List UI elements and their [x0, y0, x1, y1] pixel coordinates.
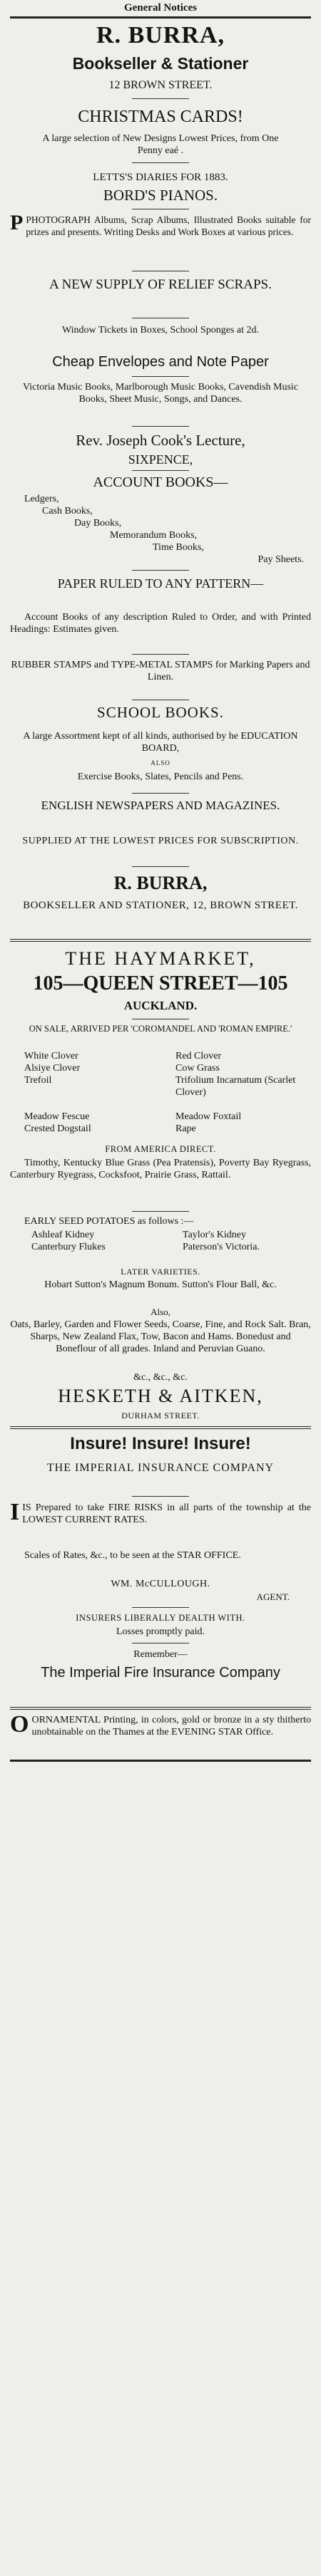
seed-item: Rape [175, 1123, 196, 1134]
photograph-text: PPHOTOGRAPH Albums, Scrap Albums, Illustrated Books suitable for prizes and presents. Writing Desks and Work Boxes at various prices. [10, 211, 311, 237]
supplied-text: SUPPLIED AT THE LOWEST PRICES FOR SUBSCRIPTION. [22, 836, 299, 846]
account-items [10, 493, 311, 566]
relief-title: A NEW SUPPLY OF RELIEF SCRAPS. [49, 277, 272, 292]
also-label: Also, [151, 1307, 170, 1317]
paper-title: PAPER RULED TO ANY PATTERN— [57, 576, 264, 591]
burra-trade: Bookseller & Stationer [72, 54, 249, 73]
paper-text: Account Books of any description Ruled to Order, and with Printed Headings: Estimates given. [10, 612, 311, 635]
insure-headline: Insure! Insure! Insure! [70, 1434, 251, 1453]
divider [132, 866, 189, 867]
advert-separator [10, 939, 311, 942]
lecture-title: Rev. Joseph Cook's Lecture, [76, 432, 245, 449]
firm-address: DURHAM STREET. [121, 1411, 200, 1421]
lecture-price: SIXPENCE, [128, 452, 193, 467]
divider [132, 470, 189, 471]
music-text: Victoria Music Books, Marlborough Music Books, Cavendish Music Books, Sheet Music, Songs, and Dances. [22, 382, 299, 405]
diaries-notice: LETTS'S DIARIES FOR 1883. [93, 172, 228, 183]
account-item: Ledgers, [24, 494, 59, 504]
also-label: ALSO [151, 759, 170, 767]
english-title: ENGLISH NEWSPAPERS AND MAGAZINES. [41, 799, 280, 812]
potatoes-title: EARLY SEED POTATOES as follows :— [24, 1216, 194, 1227]
potato-item: Taylor's Kidney [183, 1230, 247, 1240]
divider [132, 162, 189, 163]
seed-item: Trifolium Incarnatum (Scarlet Clover) [175, 1075, 296, 1098]
seed-list [10, 1050, 311, 1135]
school-text: A large Assortment kept of all kinds, authorised by he EDUCATION BOARD, [23, 731, 298, 754]
haymarket-address: 105—QUEEN STREET—105 [33, 972, 288, 994]
agent-label: AGENT. [256, 1591, 290, 1602]
divider [132, 1211, 189, 1212]
window-text: Window Tickets in Boxes, School Sponges at 2d. [62, 325, 259, 336]
christmas-title: CHRISTMAS CARDS! [78, 108, 243, 126]
potato-item: Ashleaf Kidney [31, 1230, 95, 1240]
divider [132, 98, 189, 99]
header-rule [10, 16, 311, 19]
seed-item: Trefoil [24, 1075, 52, 1086]
account-item: Pay Sheets. [258, 554, 304, 565]
losses-text: Losses promptly paid. [116, 1626, 205, 1637]
potato-list [10, 1229, 311, 1253]
burra-closing-name: R. BURRA, [113, 873, 208, 893]
divider [132, 376, 189, 377]
seed-item: Meadow Foxtail [175, 1111, 242, 1122]
later-text: Hobart Sutton's Magnum Bonum. Sutton's Flour Ball, &c. [44, 1279, 277, 1290]
haymarket-title: THE HAYMARKET, [65, 948, 256, 969]
divider [132, 793, 189, 794]
seed-item: Cow Grass [175, 1063, 220, 1074]
christmas-text: A large selection of New Designs Lowest Prices, from One Penny eaé . [42, 133, 279, 156]
potato-item: Canterbury Flukes [31, 1242, 106, 1252]
agent-name: WM. McCULLOUGH. [111, 1579, 210, 1589]
burra-closing-text: BOOKSELLER AND STATIONER, 12, BROWN STREET. [23, 900, 298, 911]
advert-separator [10, 1426, 311, 1429]
seed-item: White Clover [24, 1051, 78, 1061]
pianos-notice: BORD'S PIANOS. [103, 187, 218, 204]
potato-item: Paterson's Victoria. [183, 1242, 260, 1252]
seed-item: Meadow Fescue [24, 1111, 90, 1122]
divider [132, 1496, 189, 1497]
insurance-company-name: The Imperial Fire Insurance Company [41, 1665, 280, 1681]
exercise-text: Exercise Books, Slates, Pencils and Pens. [77, 772, 244, 782]
section-header: General Notices [123, 2, 198, 14]
insurance-company: THE IMPERIAL INSURANCE COMPANY [46, 1462, 275, 1474]
prepared-text: IIS Prepared to take FIRE RISKS in all parts of the township at the LOWEST CURRENT RATES. [10, 1499, 311, 1525]
divider [132, 654, 189, 655]
envelopes-notice: Cheap Envelopes and Note Paper [52, 354, 269, 370]
on-sale-notice: ON SALE, ARRIVED PER 'COROMANDEL AND 'ROMAN EMPIRE.' [29, 1024, 292, 1034]
seed-item: Crested Dogstail [24, 1123, 91, 1134]
burra-name: R. BURRA, [96, 22, 225, 48]
ornamental-text: OORNAMENTAL Printing, in colors, gold or bronze in a sty thitherto unobtainable on the Thames at the EVENING STAR Office. [10, 1711, 311, 1738]
seed-item: Alsiye Clover [24, 1063, 81, 1074]
account-item: Memorandum Books, [110, 530, 198, 541]
divider [132, 426, 189, 427]
remember-label: Remember— [133, 1649, 188, 1660]
account-item: Time Books, [153, 542, 204, 553]
advert-separator [10, 1707, 311, 1710]
haymarket-city: AUCKLAND. [123, 999, 198, 1012]
account-title: ACCOUNT BOOKS— [93, 474, 228, 490]
school-title: SCHOOL BOOKS. [97, 704, 224, 721]
america-text: Timothy, Kentucky Blue Grass (Pea Pratensis), Poverty Bay Ryegrass, Canterbury Ryegrass, Cocksfoot, Prairie Grass, Rattail. [10, 1158, 311, 1180]
liberal-title: INSURERS LIBERALLY DEALTH WITH. [76, 1613, 245, 1623]
america-title: FROM AMERICA DIRECT. [105, 1144, 216, 1154]
bottom-rule [10, 1760, 311, 1762]
account-item: Cash Books, [42, 506, 93, 516]
divider [132, 1607, 189, 1608]
stamps-text: RUBBER STAMPS and TYPE-METAL STAMPS for Marking Papers and Linen. [11, 660, 310, 682]
account-item: Day Books, [74, 518, 122, 529]
firm-name: HESKETH & AITKEN, [58, 1386, 263, 1406]
seed-item: Red Clover [175, 1051, 222, 1061]
etc-text: &c., &c., &c. [133, 1372, 188, 1383]
scales-text: Scales of Rates, &c., to be seen at the STAR OFFICE. [24, 1550, 241, 1561]
grain-text: Oats, Barley, Garden and Flower Seeds, Coarse, Fine, and Rock Salt. Bran, Sharps, New Zealand Flax, Tow, Bacon and Hams. Bonedust and Boneflour of all grades. Inland and Peruvian Guano. [10, 1319, 311, 1354]
later-title: LATER VARIETIES. [121, 1267, 200, 1277]
divider [132, 570, 189, 571]
burra-address: 12 BROWN STREET. [108, 79, 213, 91]
